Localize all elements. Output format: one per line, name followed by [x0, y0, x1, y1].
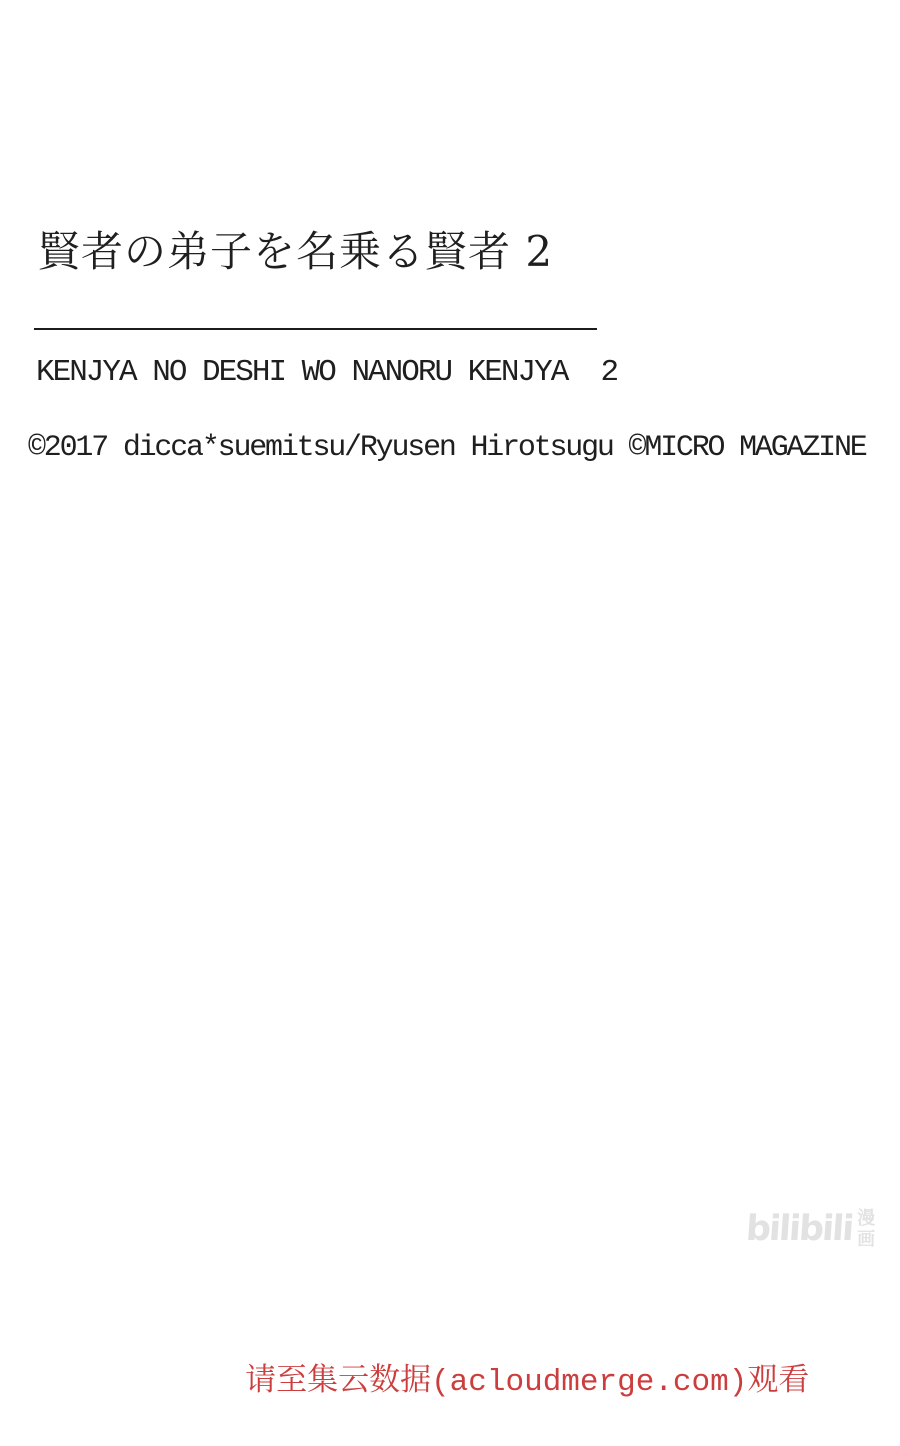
title-japanese: 賢者の弟子を名乗る賢者 2	[38, 227, 554, 276]
footer-notice	[0, 1320, 900, 1446]
manga-badge-char-bottom: 画	[857, 1229, 876, 1250]
bilibili-logo-icon: bilibili	[744, 1209, 854, 1249]
manga-badge-char-top: 漫	[857, 1208, 876, 1229]
footer-notice-text: 请至集云数据(acloudmerge.com)观看	[245, 1365, 810, 1400]
bilibili-manga-watermark	[746, 1205, 875, 1253]
title-romanized: KENJYA NO DESHI WO NANORU KENJYA 2	[36, 355, 618, 390]
manga-badge-icon	[857, 1208, 875, 1250]
title-underline	[34, 328, 597, 330]
copyright-line: ©2017 dicca*suemitsu/Ryusen Hirotsugu ©MICRO MAGAZINE	[28, 431, 866, 465]
